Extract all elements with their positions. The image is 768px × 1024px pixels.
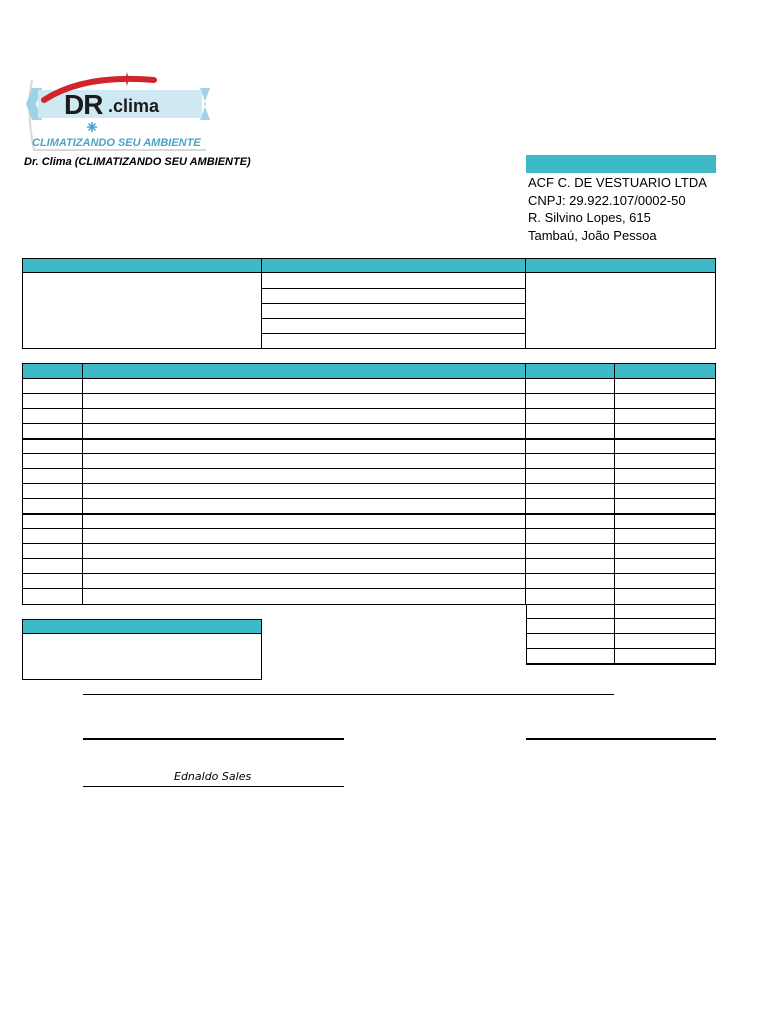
logo-brand-light: .clima bbox=[108, 96, 160, 116]
info-table-header bbox=[22, 258, 716, 273]
info-row-line bbox=[261, 318, 526, 319]
notes-header bbox=[22, 619, 262, 634]
items-row-line bbox=[22, 573, 716, 574]
items-row-line bbox=[22, 528, 716, 529]
totals-left-border bbox=[526, 604, 527, 665]
items-row-line bbox=[22, 408, 716, 409]
items-table bbox=[22, 363, 716, 605]
items-col-divider bbox=[525, 363, 526, 605]
totals-col-divider bbox=[614, 604, 615, 665]
totals-row-line bbox=[526, 663, 716, 665]
totals-table bbox=[526, 604, 716, 665]
items-col-divider bbox=[614, 363, 615, 605]
items-col-divider bbox=[82, 363, 83, 605]
totals-right-border bbox=[715, 604, 716, 665]
info-table bbox=[22, 258, 716, 349]
company-logo bbox=[24, 72, 210, 158]
signer-name: Ednaldo Sales bbox=[174, 770, 252, 783]
signature-line-long bbox=[83, 694, 614, 695]
info-row-line bbox=[261, 333, 526, 334]
client-cnpj: CNPJ: 29.922.107/0002-50 bbox=[528, 192, 686, 208]
items-row-line bbox=[22, 438, 716, 440]
items-row-line bbox=[22, 483, 716, 484]
logo-tagline: CLIMATIZANDO SEU AMBIENTE bbox=[32, 137, 201, 149]
signature-line-right bbox=[526, 738, 716, 740]
items-row-line bbox=[22, 453, 716, 454]
items-row-line bbox=[22, 588, 716, 589]
items-row-line bbox=[22, 498, 716, 499]
items-table-frame bbox=[22, 363, 716, 605]
items-row-line bbox=[22, 543, 716, 544]
items-row-line bbox=[22, 513, 716, 515]
totals-row-line bbox=[526, 633, 716, 634]
items-row-line bbox=[22, 468, 716, 469]
client-name: ACF C. DE VESTUARIO LTDA bbox=[528, 175, 707, 190]
totals-row-line bbox=[526, 618, 716, 619]
items-row-line bbox=[22, 558, 716, 559]
client-address-block bbox=[528, 174, 728, 244]
notes-box bbox=[22, 619, 262, 680]
signature-line-bottom bbox=[83, 786, 344, 787]
signature-line-left bbox=[83, 738, 344, 740]
info-row-line bbox=[261, 288, 526, 289]
totals-row-line bbox=[526, 648, 716, 649]
items-row-line bbox=[22, 393, 716, 394]
info-row-line bbox=[261, 303, 526, 304]
company-caption: Dr. Clima (CLIMATIZANDO SEU AMBIENTE) bbox=[24, 156, 251, 168]
items-row-line bbox=[22, 423, 716, 424]
client-city: Tambaú, João Pessoa bbox=[528, 227, 657, 243]
client-street: R. Silvino Lopes, 615 bbox=[528, 210, 651, 225]
client-header-bar bbox=[526, 155, 716, 173]
logo-brand-bold: DR bbox=[64, 89, 103, 120]
